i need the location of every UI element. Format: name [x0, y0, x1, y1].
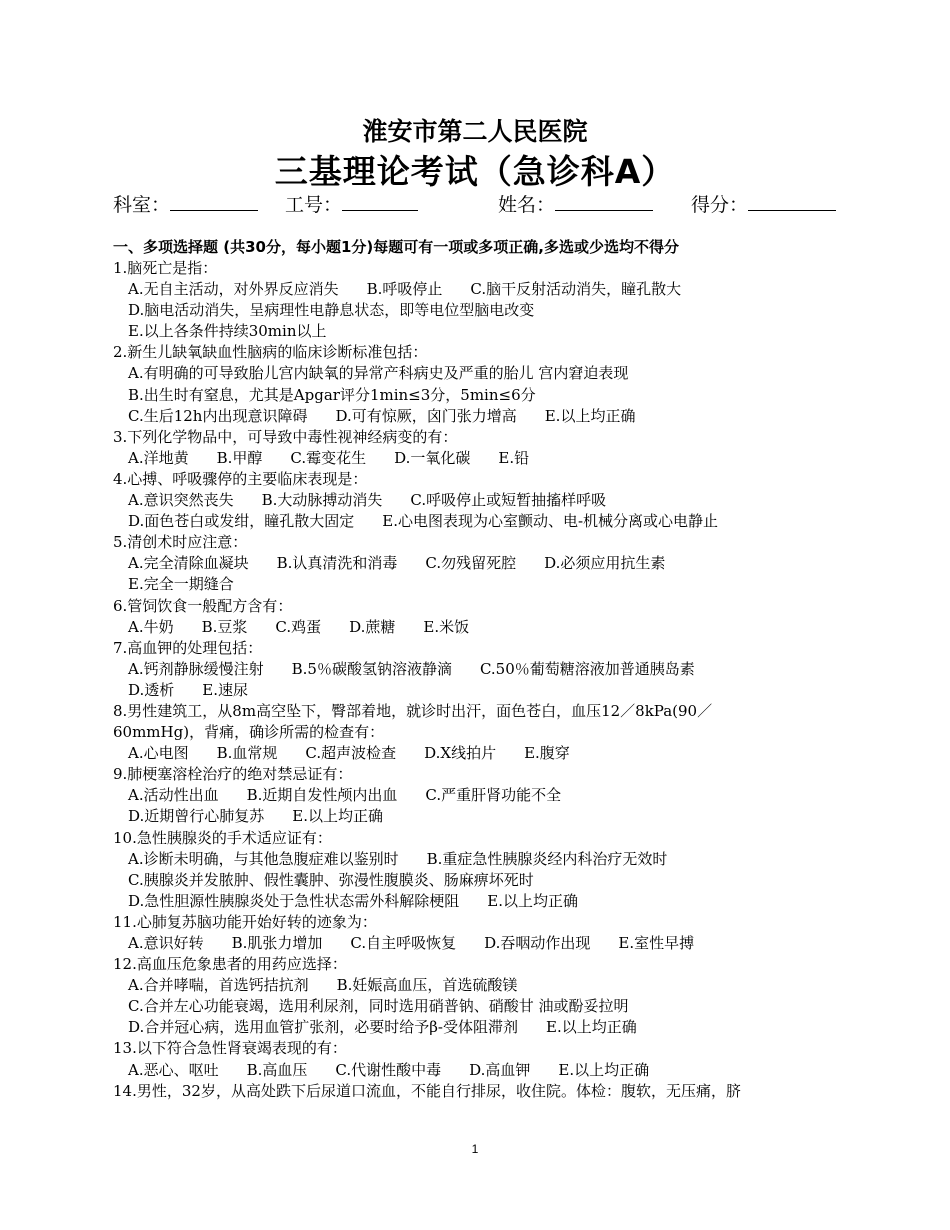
info-field	[113, 190, 258, 217]
option-line	[113, 1017, 853, 1038]
option-line	[113, 1060, 853, 1081]
field-blank[interactable]	[170, 192, 258, 211]
question-stem: 3.下列化学物品中，可导致中毒性视神经病变的有：	[113, 427, 458, 446]
option-line	[113, 785, 853, 806]
option-line	[113, 574, 853, 595]
question	[113, 638, 853, 701]
answer-option[interactable]: C.生后12h内出现意识障碍	[128, 406, 308, 425]
field-blank[interactable]	[342, 192, 418, 211]
option-line	[113, 385, 853, 406]
answer-option[interactable]: D.透析	[128, 680, 175, 699]
option-line	[113, 511, 853, 532]
question-stem: 7.高血钾的处理包括：	[113, 638, 263, 657]
question	[113, 596, 853, 638]
field-label: 姓名：	[498, 194, 556, 216]
answer-option[interactable]: A.意识好转	[128, 934, 204, 952]
option-line	[113, 300, 853, 321]
question-stem: 14.男性，32岁，从高处跌下后尿道口流血，不能自行排尿，收住院。体检：腹软，无压痛，脐	[113, 1081, 741, 1100]
answer-option[interactable]: C.脑干反射活动消失，瞳孔散大	[470, 280, 682, 299]
info-field	[691, 190, 836, 217]
field-label: 得分：	[691, 194, 749, 216]
answer-option[interactable]: A.有明确的可导致胎儿宫内缺氧的异常产科病史及严重的胎儿 宫内窘迫表现	[128, 364, 629, 383]
field-blank[interactable]	[555, 192, 653, 211]
option-line	[113, 448, 853, 469]
question-stem: 12.高血压危象患者的用药应选择：	[113, 955, 347, 974]
question-stem: 4.心搏、呼吸骤停的主要临床表现是：	[113, 469, 368, 488]
exam-title: 三基理论考试（急诊科A）	[274, 152, 676, 191]
answer-option[interactable]: B.重症急性胰腺炎经内科治疗无效时	[426, 849, 668, 868]
option-line	[113, 743, 853, 764]
field-blank[interactable]	[748, 192, 836, 211]
question-stem: 13.以下符合急性肾衰竭表现的有：	[113, 1039, 347, 1058]
answer-option[interactable]: B.血常规	[216, 744, 278, 763]
answer-option[interactable]: A.完全清除血凝块	[128, 554, 249, 573]
option-line	[113, 849, 853, 870]
question	[113, 701, 853, 764]
answer-option[interactable]: A.意识突然丧失	[128, 491, 234, 510]
answer-option[interactable]: D.合并冠心病，选用血管扩张剂，必要时给予β-受体阻滞剂	[128, 1018, 519, 1037]
answer-option[interactable]: D.吞咽动作出现	[484, 934, 591, 952]
answer-option[interactable]: E.以上均正确	[546, 1018, 637, 1037]
answer-option[interactable]: D.蔗糖	[349, 617, 396, 636]
option-line	[113, 975, 853, 996]
option-line	[113, 553, 853, 574]
answer-option[interactable]: B.豆浆	[201, 617, 248, 636]
answer-option[interactable]: D.高血钾	[469, 1060, 531, 1079]
answer-option[interactable]: D.面色苍白或发绀，瞳孔散大固定	[128, 512, 355, 531]
option-line	[113, 680, 853, 701]
question	[113, 764, 853, 827]
option-line	[113, 363, 853, 384]
info-field	[285, 190, 418, 217]
answer-option[interactable]: B.5％碳酸氢钠溶液静滴	[291, 659, 452, 678]
answer-option[interactable]: E.以上均正确	[487, 891, 578, 910]
answer-option[interactable]: D.X线拍片	[424, 744, 497, 763]
question	[113, 469, 853, 532]
answer-option[interactable]: D.一氧化碳	[394, 448, 471, 467]
answer-option[interactable]: B.高血压	[246, 1060, 308, 1079]
answer-option[interactable]: D.近期曾行心肺复苏	[128, 807, 265, 826]
option-line	[113, 406, 853, 427]
answer-option[interactable]: D.可有惊厥，囟门张力增高	[335, 406, 517, 425]
answer-option[interactable]: B.认真清洗和消毒	[276, 554, 398, 573]
question-stem: 8.男性建筑工，从8m高空坠下，臀部着地，就诊时出汗，面色苍白，血压12／8kPa(90／	[113, 701, 713, 720]
option-line	[113, 617, 853, 638]
question-stem: 5.清创术时应注意：	[113, 533, 248, 552]
answer-option[interactable]: C.勿残留死腔	[425, 554, 517, 573]
answer-option[interactable]: A.牛奶	[128, 617, 174, 636]
question-stem: 11.心肺复苏脑功能开始好转的迹象为：	[113, 912, 377, 931]
field-label: 工号：	[285, 194, 343, 216]
answer-option[interactable]: B.甲醇	[216, 448, 263, 467]
question-stem: 9.肺梗塞溶栓治疗的绝对禁忌证有：	[113, 765, 353, 784]
answer-option[interactable]: A.心电图	[128, 744, 189, 763]
option-line	[113, 996, 853, 1017]
answer-option[interactable]: C.超声波检查	[305, 744, 397, 763]
answer-option[interactable]: C.50％葡萄糖溶液加普通胰岛素	[479, 659, 695, 678]
answer-option[interactable]: A.合并哮喘，首选钙拮抗剂	[128, 976, 309, 995]
option-line	[113, 806, 853, 827]
question-stem: 2.新生儿缺氧缺血性脑病的临床诊断标准包括：	[113, 343, 428, 362]
answer-option[interactable]: C.霉变花生	[290, 448, 367, 467]
answer-option[interactable]: E.腹穿	[524, 744, 570, 763]
answer-option[interactable]: C.鸡蛋	[275, 617, 322, 636]
answer-option[interactable]: B.近期自发性颅内出血	[246, 786, 398, 805]
answer-option[interactable]: B.呼吸停止	[366, 280, 443, 299]
question	[113, 1038, 853, 1080]
answer-option[interactable]: E.以上均正确	[558, 1060, 650, 1079]
option-line	[113, 891, 853, 912]
answer-option[interactable]: E.以上各条件持续30min以上	[128, 322, 327, 341]
answer-option[interactable]: A.洋地黄	[128, 448, 189, 467]
answer-option[interactable]: C.胰腺炎并发脓肿、假性囊肿、弥漫性腹膜炎、肠麻痹坏死时	[128, 870, 534, 889]
answer-option[interactable]: E.完全一期缝合	[128, 575, 234, 594]
answer-option[interactable]: A.诊断未明确，与其他急腹症难以鉴别时	[128, 849, 399, 868]
field-label: 科室：	[113, 194, 171, 216]
question-stem: 1.脑死亡是指：	[113, 259, 218, 277]
answer-option[interactable]: A.恶心、呕吐	[128, 1060, 219, 1079]
answer-option[interactable]: B.妊娠高血压，首选硫酸镁	[336, 976, 518, 995]
question-stem: 60mmHg)，背痛，确诊所需的检查有：	[113, 723, 385, 742]
answer-option[interactable]: D.必须应用抗生素	[544, 554, 666, 573]
question	[113, 342, 853, 426]
answer-option[interactable]: E.以上均正确	[544, 406, 636, 425]
answer-option[interactable]: E.室性早搏	[618, 934, 695, 952]
answer-option[interactable]: E.以上均正确	[292, 807, 383, 826]
answer-option[interactable]: D.急性胆源性胰腺炎处于急性状态需外科解除梗阻	[128, 891, 460, 910]
answer-option[interactable]: A.钙剂静脉缓慢注射	[128, 659, 264, 678]
option-line	[113, 321, 853, 342]
option-line	[113, 659, 853, 680]
option-line	[113, 933, 853, 954]
info-fields	[113, 190, 843, 216]
option-line	[113, 870, 853, 891]
question-list	[113, 258, 853, 1102]
answer-option[interactable]: E.米饭	[423, 617, 470, 636]
answer-option[interactable]: B.出生时有窒息，尤其是Apgar评分1min≤3分，5min≤6分	[128, 385, 536, 404]
answer-option[interactable]: C.自主呼吸恢复	[350, 934, 457, 952]
answer-option[interactable]: E.速尿	[202, 680, 248, 699]
question	[113, 532, 853, 595]
answer-option[interactable]: A.无自主活动，对外界反应消失	[128, 280, 339, 299]
hospital-name: 淮安市第二人民医院	[362, 117, 588, 146]
option-line	[113, 490, 853, 511]
question	[113, 258, 853, 342]
answer-option[interactable]: B.肌张力增加	[231, 934, 323, 952]
answer-option[interactable]: E.铅	[498, 448, 530, 467]
answer-option[interactable]: A.活动性出血	[128, 786, 219, 805]
answer-option[interactable]: C.合并左心功能衰竭，选用利尿剂，同时选用硝普钠、硝酸甘 油或酚妥拉明	[128, 997, 629, 1016]
answer-option[interactable]: C.代谢性酸中毒	[335, 1060, 442, 1079]
answer-option[interactable]: C.严重肝肾功能不全	[425, 786, 562, 805]
question	[113, 954, 853, 1038]
section-heading: 一、多项选择题 (共30分，每小题1分)每题可有一项或多项正确,多选或少选均不得分	[113, 238, 679, 256]
answer-option[interactable]: C.呼吸停止或短暂抽搐样呼吸	[410, 491, 607, 510]
question-stem: 6.管饲饮食一般配方含有：	[113, 596, 293, 615]
answer-option[interactable]: D.脑电活动消失，呈病理性电静息状态，即等电位型脑电改变	[128, 301, 535, 320]
answer-option[interactable]: E.心电图表现为心室颤动、电-机械分离或心电静止	[382, 512, 719, 531]
question	[113, 1081, 853, 1102]
option-line	[113, 279, 853, 300]
question-stem: 10.急性胰腺炎的手术适应证有：	[113, 828, 332, 847]
question	[113, 912, 853, 954]
answer-option[interactable]: B.大动脉搏动消失	[261, 491, 383, 510]
question	[113, 828, 853, 912]
page-number: 1	[471, 1142, 479, 1156]
info-field	[498, 190, 653, 217]
question	[113, 427, 853, 469]
